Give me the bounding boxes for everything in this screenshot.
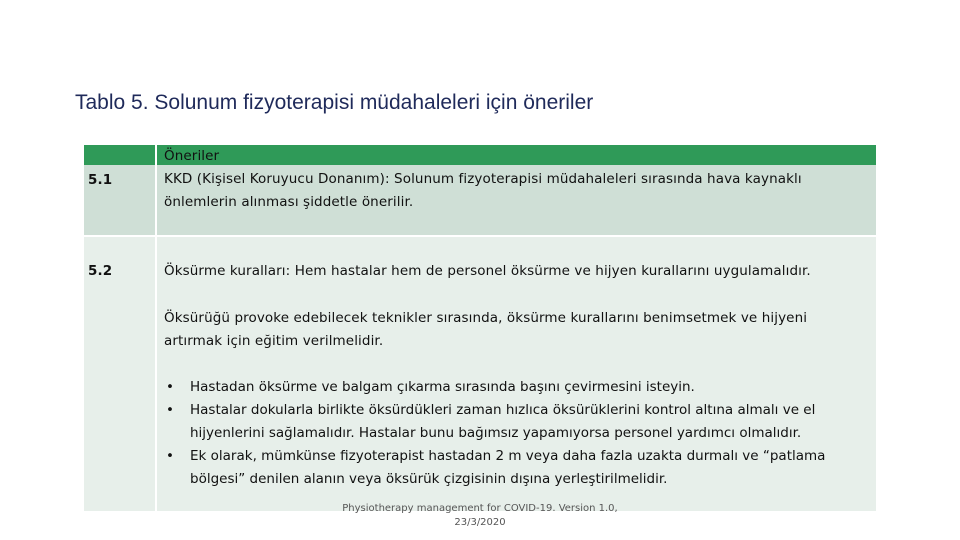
list-item-line: bölgesi” denilen alanın veya öksürük çizgisinin dışına yerleştirilmelidir. — [190, 471, 668, 487]
list-item — [164, 445, 876, 491]
cough-rules-text: Öksürme kuralları: Hem hastalar hem de personel öksürme ve hijyen kurallarını uygulamalıdır. — [164, 263, 811, 279]
bullet-icon: • — [166, 379, 174, 395]
bullet-list — [164, 376, 876, 491]
table-title: Tablo 5. Solunum fizyoterapisi müdahaleleri için öneriler — [75, 91, 594, 114]
row-number: 5.2 — [88, 263, 113, 279]
row-divider — [84, 235, 876, 237]
footer-citation — [330, 502, 630, 530]
education-text-line: Öksürüğü provoke edebilecek teknikler sırasında, öksürme kurallarını benimsetmek ve hijyeni — [164, 310, 808, 326]
row-number: 5.1 — [88, 172, 113, 188]
list-item — [164, 376, 876, 399]
bullet-icon: • — [166, 448, 174, 464]
list-item-line: Ek olarak, mümkünse fizyoterapist hastadan 2 m veya daha fazla uzakta durmalı ve “patlama — [190, 448, 826, 464]
column-divider — [155, 145, 157, 511]
education-text-line: artırmak için eğitim verilmelidir. — [164, 333, 384, 349]
footer-line: Physiotherapy management for COVID-19. Version 1.0, — [342, 503, 618, 514]
row-text-line: KKD (Kişisel Koruyucu Donanım): Solunum fizyoterapisi müdahaleleri sırasında hava kaynaklı — [164, 171, 802, 187]
list-item — [164, 399, 876, 445]
header-row — [156, 145, 876, 165]
list-item-line: hijyenlerini sağlamalıdır. Hastalar bunu bağımsız yapamıyorsa personel yardımcı olmalıdır. — [190, 425, 802, 441]
bullet-icon: • — [166, 402, 174, 418]
list-item-line: Hastalar dokularla birlikte öksürdükleri zaman hızlıca öksürüklerini kontrol altına almalı ve el — [190, 402, 816, 418]
list-item-line: Hastadan öksürme ve balgam çıkarma sırasında başını çevirmesini isteyin. — [190, 379, 695, 395]
row-text-line: önlemlerin alınması şiddetle önerilir. — [164, 194, 414, 210]
footer-line: 23/3/2020 — [454, 517, 506, 528]
header-label: Öneriler — [164, 148, 220, 164]
